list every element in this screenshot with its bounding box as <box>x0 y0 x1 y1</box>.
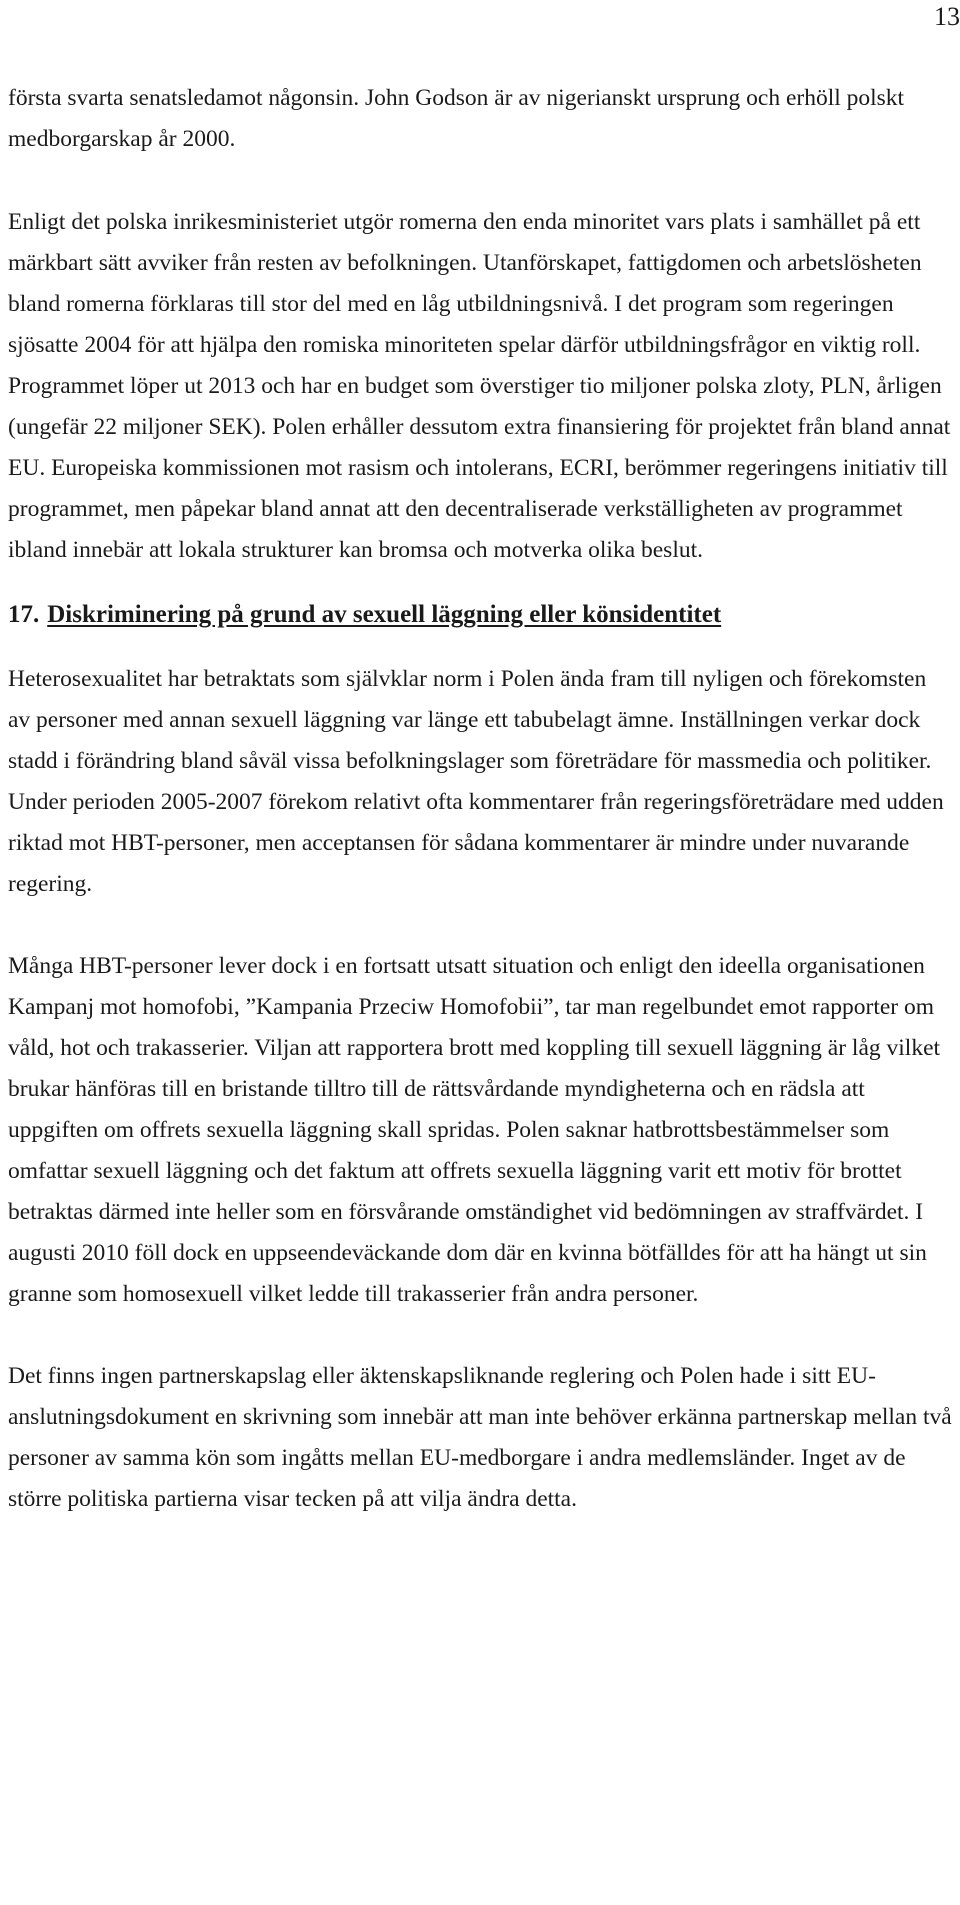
paragraph-heterosexual-norm: Heterosexualitet har betraktats som självklar norm i Polen ända fram till nyligen och förekomsten av personer med annan sexuell läggning var länge ett tabubelagt ämne. Inställningen verkar dock stadd i förändring bland såväl vissa befolkningslager som företrädare för massmedia och politiker. Under perioden 2005-2007 förekom relativt ofta kommentarer från regeringsföreträdare med udden riktad mot HBT-personer, men acceptansen för sådana kommentarer är mindre under nuvarande regering. <box>8 666 944 897</box>
section-number: 17. <box>8 601 40 628</box>
paragraph-hbt-situation: Många HBT-personer lever dock i en fortsatt utsatt situation och enligt den ideella organisationen Kampanj mot homofobi, ”Kampania Przeciw Homofobii”, tar man regelbundet emot rapporter om våld, hot och trakasserier. Viljan att rapportera brott med koppling till sexuell läggning är låg vilket brukar hänföras till en bristande tilltro till de rättsvårdande myndigheterna och en rädsla att uppgiften om offrets sexuella läggning skall spridas. Polen saknar hatbrottsbestämmelser som omfattar sexuell läggning och det faktum att offrets sexuella läggning varit ett motiv för brottet betraktas därmed inte heller som en försvårande omständighet vid bedömningen av straffvärdet. I augusti 2010 föll dock en uppseendeväckande dom där en kvinna bötfälldes för att ha hängt ut sin granne som homosexuell vilket ledde till trakasserier från andra personer. <box>8 953 941 1307</box>
section-title: Diskriminering på grund av sexuell läggning eller könsidentitet <box>47 601 722 628</box>
paragraph-continuation: första svarta senatsledamot någonsin. John Godson är av nigerianskt ursprung och erhöll polskt medborgarskap år 2000. <box>8 85 905 152</box>
page-number: 13 <box>934 2 960 31</box>
section-heading <box>8 594 953 635</box>
document-body <box>8 78 953 1520</box>
paragraph-partnership-law: Det finns ingen partnerskapslag eller äktenskapsliknande reglering och Polen hade i sitt EU-anslutningsdokument en skrivning som innebär att man inte behöver erkänna partnerskap mellan två personer av samma kön som ingåtts mellan EU-medborgare i andra medlemsländer. Inget av de större politiska partierna visar tecken på att vilja ändra detta. <box>8 1363 952 1512</box>
paragraph-roma-minority: Enligt det polska inrikesministeriet utgör romerna den enda minoritet vars plats i samhället på ett märkbart sätt avviker från resten av befolkningen. Utanförskapet, fattigdomen och arbetslösheten bland romerna förklaras till stor del med en låg utbildningsnivå. I det program som regeringen sjösatte 2004 för att hjälpa den romiska minoriteten spelar därför utbildningsfrågor en viktig roll. Programmet löper ut 2013 och har en budget som överstiger tio miljoner polska zloty, PLN, årligen (ungefär 22 miljoner SEK). Polen erhåller dessutom extra finansiering för projektet från bland annat EU. Europeiska kommissionen mot rasism och intolerans, ECRI, berömmer regeringens initiativ till programmet, men påpekar bland annat att den decentraliserade verkställigheten av programmet ibland innebär att lokala strukturer kan bromsa och motverka olika beslut. <box>8 209 951 563</box>
